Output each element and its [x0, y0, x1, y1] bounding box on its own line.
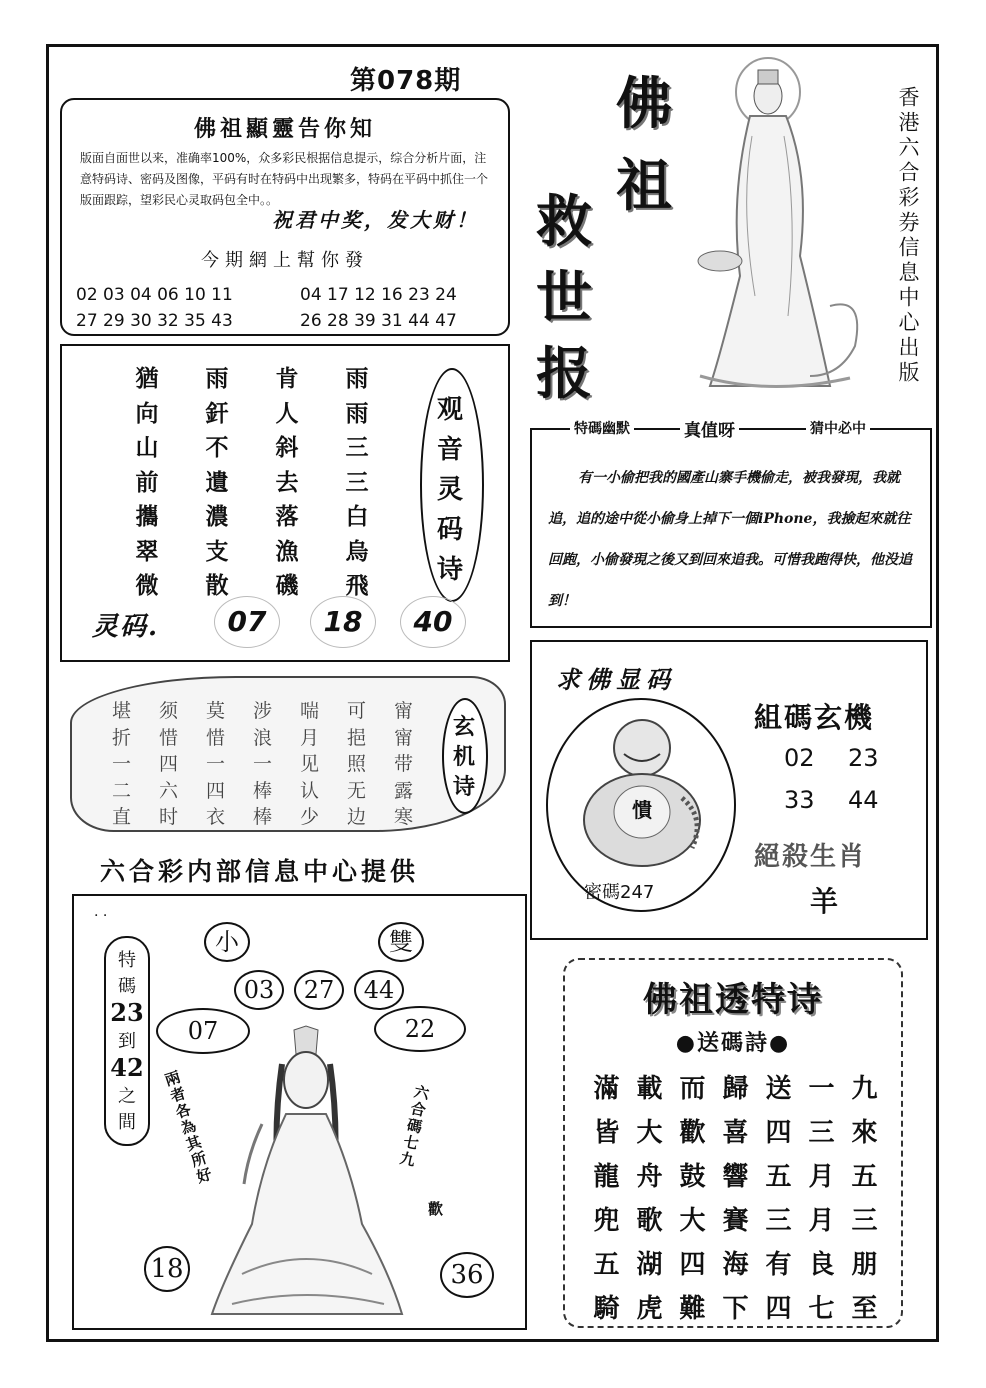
tema-to: 42 [110, 1053, 144, 1082]
poem2-char: 響 [722, 1162, 749, 1192]
riddle-head-mid: 真值呀 [680, 416, 739, 441]
lingma-number: 40 [400, 596, 466, 648]
corner-dots: . . [94, 904, 108, 920]
poem2-char: 四 [765, 1118, 792, 1148]
poem2-char: 朋 [851, 1250, 878, 1280]
xuanji-char: 边 [346, 806, 366, 828]
left-vertical-verse: 兩者各為其所好 [161, 1068, 215, 1188]
poem-grid [112, 360, 392, 602]
tema-to-char: 到 [118, 1031, 136, 1052]
xuanji-char: 照 [346, 753, 366, 775]
size-badge: 小 [204, 922, 250, 962]
provider-text: 六合彩内部信息中心提供 [100, 857, 420, 886]
poem-char: 雨 [205, 365, 229, 392]
xuanji-char: 浪 [252, 726, 272, 749]
xuanji-char: 寒 [393, 806, 413, 828]
xuanji-char: 棒 [252, 779, 272, 802]
poem-char: 山 [135, 434, 159, 461]
poem2-char: 五 [593, 1250, 620, 1280]
number-row: 26 28 39 31 44 47 [300, 311, 457, 331]
poem-title-char: 音 [437, 435, 464, 465]
top-number-ellipse: 44 [354, 970, 404, 1010]
poem2-char: 三 [808, 1118, 835, 1148]
poem-title-char: 诗 [437, 555, 464, 585]
xuanji-char: 折 [111, 726, 131, 749]
tema-poem-grid [585, 1068, 886, 1332]
poem2-char: 喜 [722, 1118, 749, 1148]
poem-char: 雨 [345, 399, 369, 427]
xuanji-char: 一 [252, 753, 272, 775]
mima-text: 密碼247 [584, 882, 655, 903]
zuma-number: 44 [848, 786, 879, 814]
riddle-text: 有一小偷把我的國產山寨手機偷走，被我發現，我就追，追的途中從小偷身上掉下一個iPhone，我撿起來就往回跑，小偷發現之後又到回來追我。可惜我跑得快，他没追到！ [548, 470, 912, 609]
poem-char: 濃 [205, 503, 229, 530]
xuanji-char: 堪 [111, 700, 131, 722]
title-char: 祖 [616, 153, 672, 219]
corner-number-right: 36 [440, 1252, 494, 1298]
poem-char: 遺 [205, 468, 229, 496]
xuanji-char: 月 [299, 726, 319, 749]
poem2-char: 五 [765, 1162, 792, 1192]
xuanji-char: 四 [205, 779, 225, 802]
poem-char: 散 [205, 572, 229, 599]
xuanji-char: 四 [158, 753, 178, 775]
title-char: 救 [536, 189, 592, 255]
riddle-box [530, 421, 932, 628]
poem-char: 微 [135, 572, 159, 599]
xuanji-char: 棒 [252, 806, 272, 828]
poem2-char: 歡 [679, 1118, 706, 1148]
poem-title-char: 观 [437, 395, 464, 425]
poem-char: 三 [345, 434, 369, 461]
xuanji-char: 甯 [393, 726, 413, 749]
poem2-char: 大 [636, 1118, 663, 1148]
issue-number: 第078期 [350, 66, 462, 96]
poem-title-char: 灵 [437, 475, 464, 505]
parity-badge: 雙 [378, 922, 424, 962]
corner-number-left: 18 [144, 1246, 190, 1292]
poem-char: 飛 [345, 572, 369, 599]
poem-char: 落 [275, 503, 299, 530]
poem2-char: 至 [851, 1294, 878, 1324]
poem2-char: 大 [679, 1206, 706, 1236]
poem2-char: 湖 [636, 1250, 663, 1280]
poem-char: 向 [135, 399, 159, 427]
xuanji-char: 可 [346, 700, 366, 722]
xuanji-char: 带 [393, 753, 413, 775]
left-number-ellipse: 07 [156, 1008, 250, 1054]
notice-body: 版面自面世以来，准确率100%，众多彩民根据信息提示，综合分析片面，注意特码诗、密码及图像，平码有时在特码中出现繁多，特码在平码中抓住一个版面跟踪，望彩民心灵取码包全中。。 [80, 151, 489, 207]
poem2-char: 四 [765, 1294, 792, 1324]
xuanji-title [453, 712, 475, 802]
tema-poem-title: 佛祖透特诗 [643, 980, 823, 1020]
buddha-belly-char: 憒 [632, 798, 652, 822]
poem-char: 烏 [345, 537, 369, 565]
notice-title: 佛祖顯靈告你知 [193, 116, 376, 142]
poem2-char: 月 [808, 1206, 835, 1236]
zuma-number: 02 [784, 744, 815, 772]
guanyin-box [72, 894, 527, 1330]
xuanji-char: 时 [158, 806, 178, 828]
poem2-char: 載 [636, 1074, 663, 1104]
right-vertical-verse: 六合碼七九 [396, 1082, 432, 1170]
poem-char: 前 [135, 468, 159, 496]
poem2-char: 騎 [593, 1294, 620, 1324]
xuanji-char: 二 [111, 779, 131, 802]
poem-char: 雨 [345, 365, 369, 392]
xuanji-char: 见 [299, 753, 319, 775]
tema-from: 23 [110, 998, 144, 1027]
poem-char: 去 [275, 468, 299, 496]
poem2-char: 鼓 [679, 1162, 706, 1192]
xuanji-title-char: 玄 [453, 714, 476, 740]
jue-sha-title: 絕殺生肖 [754, 842, 867, 872]
zuma-title: 組碼玄機 [754, 701, 875, 734]
title-char: 佛 [616, 71, 672, 137]
title-char: 世 [536, 265, 592, 331]
poem2-char: 虎 [636, 1294, 663, 1324]
xuanji-char: 少 [299, 806, 319, 828]
xuanji-char: 喘 [299, 700, 319, 722]
arc-title: 求佛显码 [556, 665, 676, 694]
xuanji-char: 一 [205, 753, 225, 775]
xuanji-char: 认 [299, 779, 319, 802]
xuanji-title-char: 机 [453, 744, 476, 770]
xuanji-char: 一 [111, 753, 131, 775]
tema-label: 碼 [118, 976, 136, 997]
tema-label: 特 [118, 950, 136, 971]
poem-char: 磯 [275, 572, 299, 599]
poem2-char: 來 [851, 1118, 878, 1148]
zuma-box [530, 640, 928, 940]
title-char: 报 [536, 341, 592, 407]
xuanji-char: 须 [158, 700, 178, 722]
guanyin-standing-image [680, 56, 880, 396]
number-row: 04 17 12 16 23 24 [300, 285, 457, 305]
xuanji-grid [98, 696, 427, 829]
poem-char: 攜 [135, 503, 159, 530]
poem-char: 白 [345, 503, 369, 530]
tema-range-box [104, 936, 150, 1146]
poem-char: 斜 [275, 434, 299, 461]
xuanji-char: 露 [393, 779, 413, 802]
blessing-text: 祝君中奖，发大财！ [272, 208, 479, 232]
guanyin-seated-image [202, 1024, 412, 1324]
xuanji-char: 挹 [346, 726, 366, 749]
poem-char: 肯 [275, 365, 299, 392]
riddle-head-right: 猜中必中 [806, 418, 870, 438]
xuanji-char: 无 [346, 779, 366, 802]
poem-char: 不 [205, 434, 229, 461]
jue-sha-value: 羊 [810, 885, 839, 918]
poem2-char: 歌 [636, 1206, 663, 1236]
xuanji-char: 甯 [393, 700, 413, 722]
poem2-char: 兜 [593, 1206, 620, 1236]
poem-char: 釬 [205, 399, 229, 427]
poem2-char: 舟 [636, 1162, 663, 1192]
poem-char: 翠 [135, 537, 159, 565]
poem2-char: 下 [722, 1294, 749, 1324]
xuanji-char: 衣 [205, 806, 225, 828]
top-number-ellipse: 27 [294, 970, 344, 1010]
publisher-text: 香港六合彩券信息中心出版 [896, 86, 920, 386]
poem2-char: 而 [679, 1074, 706, 1104]
poem-char: 漁 [275, 537, 299, 565]
poem2-char: 一 [808, 1074, 835, 1104]
top-number-ellipse: 03 [234, 970, 284, 1010]
xuanji-title-char: 诗 [453, 774, 476, 800]
poem2-char: 海 [722, 1250, 749, 1280]
xuanji-char: 莫 [205, 700, 225, 722]
zuma-number: 23 [848, 744, 879, 772]
tema-between: 間 [118, 1112, 136, 1133]
riddle-header [532, 418, 930, 442]
net-numbers-right [300, 282, 457, 334]
tema-poem-box [563, 958, 903, 1328]
laughing-buddha-image [572, 708, 712, 868]
xuanji-scroll [70, 676, 506, 832]
xuanji-char: 惜 [205, 726, 225, 749]
poem2-char: 月 [808, 1162, 835, 1192]
poem2-char: 難 [679, 1294, 706, 1324]
xuanji-char: 直 [111, 806, 131, 828]
guanyin-poem-box [60, 344, 510, 662]
poem2-char: 賽 [722, 1206, 749, 1236]
poem-title [437, 390, 463, 590]
poem2-char: 九 [851, 1074, 878, 1104]
poem2-char: 龍 [593, 1162, 620, 1192]
xuanji-char: 惜 [158, 726, 178, 749]
poem2-char: 送 [765, 1074, 792, 1104]
xuanji-char: 涉 [252, 700, 272, 722]
riddle-head-left: 特碼幽默 [570, 418, 634, 438]
poem-char: 人 [275, 399, 299, 427]
poem2-char: 滿 [593, 1074, 620, 1104]
poem-title-char: 码 [437, 515, 464, 545]
zuma-number: 33 [784, 786, 815, 814]
lingma-number: 18 [310, 596, 376, 648]
poem2-char: 四 [679, 1250, 706, 1280]
xuanji-char: 六 [158, 779, 178, 802]
notice-box [60, 98, 510, 336]
lingma-number: 07 [214, 596, 280, 648]
poem-char: 三 [345, 468, 369, 496]
number-row: 02 03 04 06 10 11 [76, 285, 233, 305]
poem2-char: 良 [808, 1250, 835, 1280]
poem-char: 猶 [135, 365, 159, 392]
poem2-char: 歸 [722, 1074, 749, 1104]
right-number-ellipse: 22 [374, 1006, 466, 1052]
net-numbers-title: 今期網上幫你發 [201, 250, 369, 271]
right-vertical-tail: 歡 [428, 1200, 444, 1218]
poem2-char: 有 [765, 1250, 792, 1280]
poem2-char: 五 [851, 1162, 878, 1192]
poem-char: 支 [205, 537, 229, 565]
lingma-label: 灵码. [92, 612, 160, 642]
poem2-char: 皆 [593, 1118, 620, 1148]
poem2-char: 三 [851, 1206, 878, 1236]
net-numbers-left [76, 282, 233, 334]
poem2-char: 三 [765, 1206, 792, 1236]
number-row: 27 29 30 32 35 43 [76, 311, 233, 331]
poem2-char: 七 [808, 1294, 835, 1324]
tema-between: 之 [118, 1086, 136, 1107]
tema-poem-subtitle: ●送碼詩● [675, 1030, 791, 1056]
